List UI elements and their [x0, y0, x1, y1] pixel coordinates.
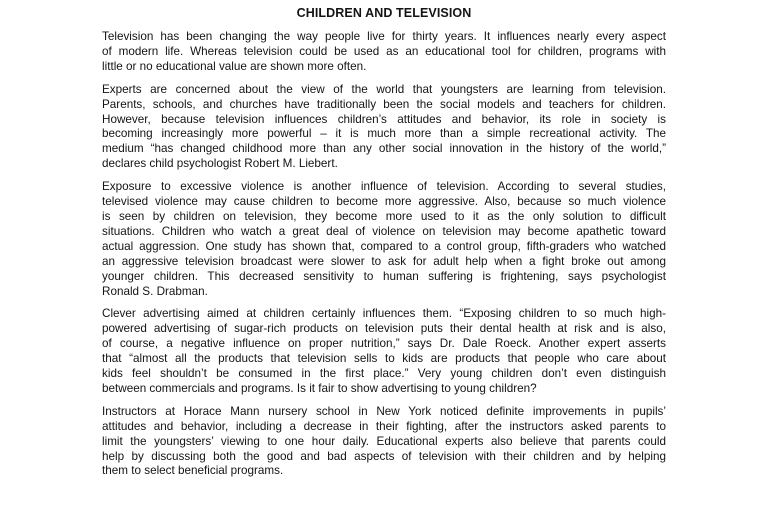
paragraph-line: of course, a negative influence on proper nutrition,” says Dr. Dale Roeck. Another expert asserts — [102, 337, 666, 351]
paragraph-line: powered advertising of sugar-rich products on television puts their dental health at risk and is also, — [102, 322, 666, 336]
paragraph-4 — [102, 307, 666, 396]
paragraph-line: an aggressive television broadcast were slower to ask for adult help when a fight broke out among — [102, 254, 666, 268]
paragraph-line: that “almost all the products that television sells to kids are products that people who care about — [102, 352, 666, 366]
paragraph-2 — [102, 83, 666, 172]
paragraph-1 — [102, 30, 666, 75]
paragraph-line: is seen by children on television, they become more used to it as the only solution to difficult — [102, 209, 666, 223]
paragraph-line: help by discussing both the good and bad aspects of television with their children and by helping — [102, 449, 666, 463]
paragraph-line: Ronald S. Drabman. — [102, 284, 208, 298]
paragraph-line: declares child psychologist Robert M. Liebert. — [102, 157, 338, 171]
paragraph-line: becoming increasingly more powerful – it is much more than a simple recreational activity. The — [102, 127, 666, 141]
paragraph-line: little or no educational value are shown more often. — [102, 59, 367, 73]
paragraph-line: limit the youngsters’ viewing to one hour daily. Educational experts also believe that parents could — [102, 434, 666, 448]
page-title: CHILDREN AND TELEVISION — [296, 6, 472, 20]
paragraph-line: Instructors at Horace Mann nursery school in New York noticed definite improvements in pupils’ — [102, 404, 666, 418]
paragraph-line: younger children. This decreased sensitivity to human suffering is frightening, says psychologist — [102, 269, 666, 283]
paragraph-line: between commercials and programs. Is it fair to show advertising to young children? — [102, 381, 537, 395]
paragraph-line: of modern life. Whereas television could be used as an educational tool for children, programs with — [102, 44, 666, 58]
paragraph-line: However, because television influences children’s attitudes and behavior, its role in society is — [102, 112, 666, 126]
paragraph-line: attitudes and behavior, including a decrease in their fighting, after the instructors asked parents to — [102, 419, 666, 433]
paragraph-line: Parents, schools, and churches have traditionally been the social models and teachers for children. — [102, 97, 666, 111]
paragraph-line: actual aggression. One study has shown that, compared to a control group, fifth-graders who watched — [102, 239, 666, 253]
paragraph-line: Experts are concerned about the view of the world that youngsters are learning from television. — [102, 82, 666, 96]
paragraph-5 — [102, 405, 666, 480]
paragraph-3 — [102, 180, 666, 299]
paragraph-line: them to select beneficial programs. — [102, 464, 284, 478]
paragraph-line: Television has been changing the way people live for thirty years. It influences nearly every aspect — [102, 30, 666, 43]
paragraph-line: situations. Children who watch a great deal of violence on television may become apathetic toward — [102, 224, 666, 238]
paragraph-line: televised violence may cause children to become more aggressive. Also, because so much violence — [102, 195, 666, 209]
paragraph-line: kids feel shouldn’t be consumed in the first place.” Very young children don’t even distinguish — [102, 367, 666, 381]
paragraph-line: Clever advertising aimed at children certainly influences them. “Exposing children to so much high- — [102, 307, 666, 321]
paragraph-line: Exposure to excessive violence is another influence of television. According to several studies, — [102, 180, 666, 194]
paragraph-line: medium “has changed childhood more than any other social innovation in the history of the world,” — [102, 142, 666, 156]
document-page — [102, 5, 666, 487]
